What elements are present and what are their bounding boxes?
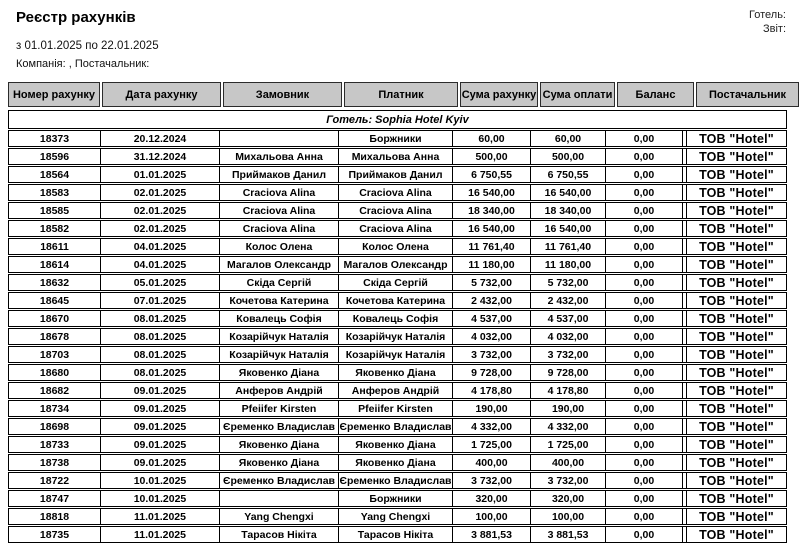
cell-balance: 0,00 xyxy=(606,329,683,344)
cell-invoice-number: 18582 xyxy=(9,221,101,236)
cell-payer: Боржники xyxy=(339,131,453,146)
cell-payer: Магалов Олександр xyxy=(339,257,453,272)
table-row xyxy=(8,418,787,435)
cell-balance: 0,00 xyxy=(606,437,683,452)
cell-payer: Анферов Андрій xyxy=(339,383,453,398)
cell-customer: Craciova Alina xyxy=(220,221,339,236)
column-header-payment-amount: Сума оплати xyxy=(540,82,615,107)
supplier-box: ТОВ "Hotel" xyxy=(686,203,786,218)
cell-invoice-amount: 3 881,53 xyxy=(453,527,531,542)
supplier-box: ТОВ "Hotel" xyxy=(686,491,786,506)
table-row xyxy=(8,220,787,237)
cell-balance: 0,00 xyxy=(606,149,683,164)
column-header-invoice-date: Дата рахунку xyxy=(102,82,221,107)
cell-invoice-number: 18698 xyxy=(9,419,101,434)
table-row xyxy=(8,508,787,525)
cell-supplier xyxy=(683,257,786,272)
cell-invoice-amount: 5 732,00 xyxy=(453,275,531,290)
cell-balance: 0,00 xyxy=(606,167,683,182)
cell-invoice-amount: 400,00 xyxy=(453,455,531,470)
cell-balance: 0,00 xyxy=(606,203,683,218)
cell-supplier xyxy=(683,455,786,470)
cell-invoice-number: 18564 xyxy=(9,167,101,182)
cell-customer xyxy=(220,491,339,506)
cell-payer: Яковенко Діана xyxy=(339,437,453,452)
cell-supplier xyxy=(683,473,786,488)
cell-payer: Скіда Сергій xyxy=(339,275,453,290)
table-row xyxy=(8,130,787,147)
supplier-box: ТОВ "Hotel" xyxy=(686,275,786,290)
table-row xyxy=(8,364,787,381)
supplier-box: ТОВ "Hotel" xyxy=(686,329,786,344)
cell-invoice-number: 18703 xyxy=(9,347,101,362)
cell-payment-amount: 400,00 xyxy=(531,455,606,470)
cell-supplier xyxy=(683,347,786,362)
cell-invoice-date: 07.01.2025 xyxy=(101,293,220,308)
cell-customer: Скіда Сергій xyxy=(220,275,339,290)
cell-supplier xyxy=(683,437,786,452)
cell-invoice-number: 18373 xyxy=(9,131,101,146)
cell-invoice-number: 18680 xyxy=(9,365,101,380)
supplier-box: ТОВ "Hotel" xyxy=(686,419,786,434)
supplier-box: ТОВ "Hotel" xyxy=(686,221,786,236)
cell-invoice-number: 18678 xyxy=(9,329,101,344)
cell-invoice-amount: 4 332,00 xyxy=(453,419,531,434)
cell-invoice-date: 02.01.2025 xyxy=(101,203,220,218)
cell-payer: Craciova Alina xyxy=(339,221,453,236)
cell-customer: Магалов Олександр xyxy=(220,257,339,272)
supplier-box: ТОВ "Hotel" xyxy=(686,149,786,164)
cell-invoice-date: 04.01.2025 xyxy=(101,239,220,254)
cell-supplier xyxy=(683,491,786,506)
cell-invoice-date: 08.01.2025 xyxy=(101,329,220,344)
cell-invoice-number: 18632 xyxy=(9,275,101,290)
cell-balance: 0,00 xyxy=(606,527,683,542)
supplier-box: ТОВ "Hotel" xyxy=(686,293,786,308)
cell-payer: Козарійчук Наталія xyxy=(339,347,453,362)
cell-payer: Єременко Владислав xyxy=(339,420,452,433)
cell-invoice-number: 18735 xyxy=(9,527,101,542)
table-row xyxy=(8,346,787,363)
cell-balance: 0,00 xyxy=(606,257,683,272)
cell-invoice-number: 18738 xyxy=(9,455,101,470)
cell-payer: Кочетова Катерина xyxy=(339,293,453,308)
cell-invoice-amount: 1 725,00 xyxy=(453,437,531,452)
supplier-box: ТОВ "Hotel" xyxy=(686,527,786,542)
cell-invoice-amount: 4 537,00 xyxy=(453,311,531,326)
cell-balance: 0,00 xyxy=(606,509,683,524)
cell-payment-amount: 18 340,00 xyxy=(531,203,606,218)
cell-customer: Ковалець Софія xyxy=(220,311,339,326)
supplier-box: ТОВ "Hotel" xyxy=(686,131,786,146)
table-row xyxy=(8,400,787,417)
cell-customer xyxy=(220,131,339,146)
cell-invoice-date: 08.01.2025 xyxy=(101,347,220,362)
table-row xyxy=(8,526,787,543)
cell-customer: Єременко Владислав xyxy=(220,419,339,434)
cell-supplier xyxy=(683,131,786,146)
supplier-box: ТОВ "Hotel" xyxy=(686,347,786,362)
cell-invoice-amount: 16 540,00 xyxy=(453,185,531,200)
cell-invoice-amount: 16 540,00 xyxy=(453,221,531,236)
cell-payment-amount: 16 540,00 xyxy=(531,221,606,236)
invoice-table xyxy=(8,82,787,543)
cell-payment-amount: 1 725,00 xyxy=(531,437,606,452)
supplier-box: ТОВ "Hotel" xyxy=(686,239,786,254)
table-row xyxy=(8,148,787,165)
supplier-box: ТОВ "Hotel" xyxy=(686,509,786,524)
column-header-supplier: Постачальник xyxy=(696,82,799,107)
cell-supplier xyxy=(683,203,786,218)
cell-payment-amount: 190,00 xyxy=(531,401,606,416)
hotel-label: Готель: xyxy=(749,9,786,21)
cell-invoice-number: 18733 xyxy=(9,437,101,452)
column-header-invoice-amount: Сума рахунку xyxy=(460,82,538,107)
cell-balance: 0,00 xyxy=(606,347,683,362)
table-row xyxy=(8,472,787,489)
table-header-row xyxy=(8,82,787,107)
cell-payment-amount: 4 178,80 xyxy=(531,383,606,398)
cell-invoice-number: 18734 xyxy=(9,401,101,416)
cell-payer: Yang Chengxi xyxy=(339,509,453,524)
supplier-box: ТОВ "Hotel" xyxy=(686,257,786,272)
cell-balance: 0,00 xyxy=(606,131,683,146)
cell-invoice-number: 18747 xyxy=(9,491,101,506)
column-header-balance: Баланс xyxy=(617,82,694,107)
cell-payer: Craciova Alina xyxy=(339,203,453,218)
cell-invoice-number: 18585 xyxy=(9,203,101,218)
cell-customer: Тарасов Нікіта xyxy=(220,527,339,542)
cell-balance: 0,00 xyxy=(606,185,683,200)
cell-invoice-amount: 11 180,00 xyxy=(453,257,531,272)
cell-payer: Боржники xyxy=(339,491,453,506)
cell-customer: Яковенко Діана xyxy=(220,455,339,470)
cell-payment-amount: 4 332,00 xyxy=(531,419,606,434)
cell-invoice-number: 18722 xyxy=(9,473,101,488)
cell-balance: 0,00 xyxy=(606,275,683,290)
cell-customer: Єременко Владислав xyxy=(220,473,339,488)
cell-customer: Приймаков Данил xyxy=(220,167,339,182)
table-row xyxy=(8,310,787,327)
cell-payer: Тарасов Нікіта xyxy=(339,527,453,542)
column-header-customer: Замовник xyxy=(223,82,342,107)
cell-invoice-date: 11.01.2025 xyxy=(101,527,220,542)
cell-invoice-amount: 9 728,00 xyxy=(453,365,531,380)
group-header-label: Готель: Sophia Hotel Kyiv xyxy=(326,113,469,126)
cell-balance: 0,00 xyxy=(606,419,683,434)
page-title: Реєстр рахунків xyxy=(16,9,136,26)
cell-invoice-number: 18583 xyxy=(9,185,101,200)
cell-payment-amount: 3 732,00 xyxy=(531,347,606,362)
table-row xyxy=(8,292,787,309)
cell-supplier xyxy=(683,167,786,182)
cell-payment-amount: 5 732,00 xyxy=(531,275,606,290)
cell-payment-amount: 320,00 xyxy=(531,491,606,506)
table-row xyxy=(8,274,787,291)
cell-supplier xyxy=(683,221,786,236)
table-row xyxy=(8,256,787,273)
cell-customer: Craciova Alina xyxy=(220,185,339,200)
cell-payer: Ковалець Софія xyxy=(339,311,453,326)
cell-payment-amount: 100,00 xyxy=(531,509,606,524)
cell-balance: 0,00 xyxy=(606,473,683,488)
cell-invoice-amount: 500,00 xyxy=(453,149,531,164)
cell-customer: Козарійчук Наталія xyxy=(220,347,339,362)
cell-invoice-amount: 2 432,00 xyxy=(453,293,531,308)
cell-invoice-amount: 6 750,55 xyxy=(453,167,531,182)
table-row xyxy=(8,166,787,183)
cell-payment-amount: 500,00 xyxy=(531,149,606,164)
supplier-box: ТОВ "Hotel" xyxy=(686,473,786,488)
cell-balance: 0,00 xyxy=(606,311,683,326)
column-header-invoice-number: Номер рахунку xyxy=(8,82,100,107)
table-body xyxy=(8,130,787,543)
cell-invoice-date: 11.01.2025 xyxy=(101,509,220,524)
cell-payment-amount: 3 881,53 xyxy=(531,527,606,542)
cell-customer: Козарійчук Наталія xyxy=(220,329,339,344)
cell-balance: 0,00 xyxy=(606,455,683,470)
cell-payer: Приймаков Данил xyxy=(339,167,453,182)
cell-customer: Колос Олена xyxy=(220,239,339,254)
report-period: з 01.01.2025 по 22.01.2025 xyxy=(16,40,159,52)
cell-payment-amount: 9 728,00 xyxy=(531,365,606,380)
cell-supplier xyxy=(683,527,786,542)
cell-invoice-date: 09.01.2025 xyxy=(101,419,220,434)
supplier-box: ТОВ "Hotel" xyxy=(686,311,786,326)
cell-invoice-date: 20.12.2024 xyxy=(101,131,220,146)
cell-payer: Козарійчук Наталія xyxy=(339,329,453,344)
cell-supplier xyxy=(683,311,786,326)
report-filters: Компанія: , Постачальник: xyxy=(16,58,150,70)
cell-invoice-number: 18682 xyxy=(9,383,101,398)
table-row xyxy=(8,454,787,471)
cell-customer: Яковенко Діана xyxy=(220,437,339,452)
cell-invoice-date: 02.01.2025 xyxy=(101,221,220,236)
table-row xyxy=(8,184,787,201)
table-row xyxy=(8,202,787,219)
column-header-payer: Платник xyxy=(344,82,458,107)
cell-payment-amount: 6 750,55 xyxy=(531,167,606,182)
cell-invoice-amount: 11 761,40 xyxy=(453,239,531,254)
cell-customer: Craciova Alina xyxy=(220,203,339,218)
supplier-box: ТОВ "Hotel" xyxy=(686,167,786,182)
cell-invoice-amount: 60,00 xyxy=(453,131,531,146)
cell-supplier xyxy=(683,275,786,290)
cell-balance: 0,00 xyxy=(606,383,683,398)
cell-payment-amount: 60,00 xyxy=(531,131,606,146)
cell-invoice-date: 08.01.2025 xyxy=(101,311,220,326)
cell-invoice-amount: 100,00 xyxy=(453,509,531,524)
cell-invoice-number: 18645 xyxy=(9,293,101,308)
cell-invoice-amount: 3 732,00 xyxy=(453,347,531,362)
cell-invoice-date: 10.01.2025 xyxy=(101,473,220,488)
report-label: Звіт: xyxy=(762,23,786,35)
cell-invoice-number: 18614 xyxy=(9,257,101,272)
cell-supplier xyxy=(683,365,786,380)
cell-payer: Яковенко Діана xyxy=(339,365,453,380)
table-row xyxy=(8,382,787,399)
cell-invoice-number: 18611 xyxy=(9,239,101,254)
cell-customer: Pfeiifer Kirsten xyxy=(220,401,339,416)
group-header-row xyxy=(8,110,787,129)
table-row xyxy=(8,436,787,453)
cell-balance: 0,00 xyxy=(606,221,683,236)
corner-labels xyxy=(749,8,786,36)
cell-invoice-amount: 190,00 xyxy=(453,401,531,416)
cell-invoice-date: 31.12.2024 xyxy=(101,149,220,164)
cell-invoice-amount: 320,00 xyxy=(453,491,531,506)
cell-invoice-date: 09.01.2025 xyxy=(101,437,220,452)
supplier-box: ТОВ "Hotel" xyxy=(686,437,786,452)
cell-invoice-amount: 4 032,00 xyxy=(453,329,531,344)
cell-invoice-amount: 18 340,00 xyxy=(453,203,531,218)
cell-supplier xyxy=(683,329,786,344)
cell-customer: Михальова Анна xyxy=(220,149,339,164)
cell-customer: Анферов Андрій xyxy=(220,383,339,398)
table-row xyxy=(8,328,787,345)
cell-payer: Колос Олена xyxy=(339,239,453,254)
cell-payment-amount: 11 761,40 xyxy=(531,239,606,254)
cell-invoice-amount: 3 732,00 xyxy=(453,473,531,488)
cell-supplier xyxy=(683,509,786,524)
cell-supplier xyxy=(683,149,786,164)
cell-supplier xyxy=(683,185,786,200)
table-row xyxy=(8,238,787,255)
cell-invoice-date: 04.01.2025 xyxy=(101,257,220,272)
cell-customer: Yang Chengxi xyxy=(220,509,339,524)
cell-supplier xyxy=(683,239,786,254)
cell-invoice-date: 05.01.2025 xyxy=(101,275,220,290)
cell-payment-amount: 4 032,00 xyxy=(531,329,606,344)
cell-invoice-date: 08.01.2025 xyxy=(101,365,220,380)
cell-invoice-date: 09.01.2025 xyxy=(101,401,220,416)
cell-payer: Pfeiifer Kirsten xyxy=(339,401,453,416)
cell-balance: 0,00 xyxy=(606,293,683,308)
cell-balance: 0,00 xyxy=(606,365,683,380)
supplier-box: ТОВ "Hotel" xyxy=(686,365,786,380)
cell-invoice-number: 18670 xyxy=(9,311,101,326)
cell-supplier xyxy=(683,401,786,416)
cell-payment-amount: 2 432,00 xyxy=(531,293,606,308)
cell-invoice-date: 10.01.2025 xyxy=(101,491,220,506)
supplier-box: ТОВ "Hotel" xyxy=(686,185,786,200)
cell-payment-amount: 4 537,00 xyxy=(531,311,606,326)
cell-customer: Кочетова Катерина xyxy=(220,293,339,308)
cell-balance: 0,00 xyxy=(606,401,683,416)
cell-invoice-date: 09.01.2025 xyxy=(101,383,220,398)
cell-invoice-number: 18818 xyxy=(9,509,101,524)
cell-customer: Яковенко Діана xyxy=(220,365,339,380)
cell-payment-amount: 11 180,00 xyxy=(531,257,606,272)
supplier-box: ТОВ "Hotel" xyxy=(686,383,786,398)
supplier-box: ТОВ "Hotel" xyxy=(686,455,786,470)
cell-balance: 0,00 xyxy=(606,239,683,254)
cell-invoice-date: 02.01.2025 xyxy=(101,185,220,200)
cell-payer: Яковенко Діана xyxy=(339,455,453,470)
cell-invoice-number: 18596 xyxy=(9,149,101,164)
cell-invoice-amount: 4 178,80 xyxy=(453,383,531,398)
table-row xyxy=(8,490,787,507)
supplier-box: ТОВ "Hotel" xyxy=(686,401,786,416)
cell-payer: Михальова Анна xyxy=(339,149,453,164)
cell-payer: Craciova Alina xyxy=(339,185,453,200)
cell-supplier xyxy=(683,419,786,434)
cell-payment-amount: 16 540,00 xyxy=(531,185,606,200)
cell-supplier xyxy=(683,293,786,308)
cell-invoice-date: 01.01.2025 xyxy=(101,167,220,182)
cell-supplier xyxy=(683,383,786,398)
cell-payer: Єременко Владислав xyxy=(339,474,452,487)
cell-balance: 0,00 xyxy=(606,491,683,506)
cell-payment-amount: 3 732,00 xyxy=(531,473,606,488)
cell-invoice-date: 09.01.2025 xyxy=(101,455,220,470)
